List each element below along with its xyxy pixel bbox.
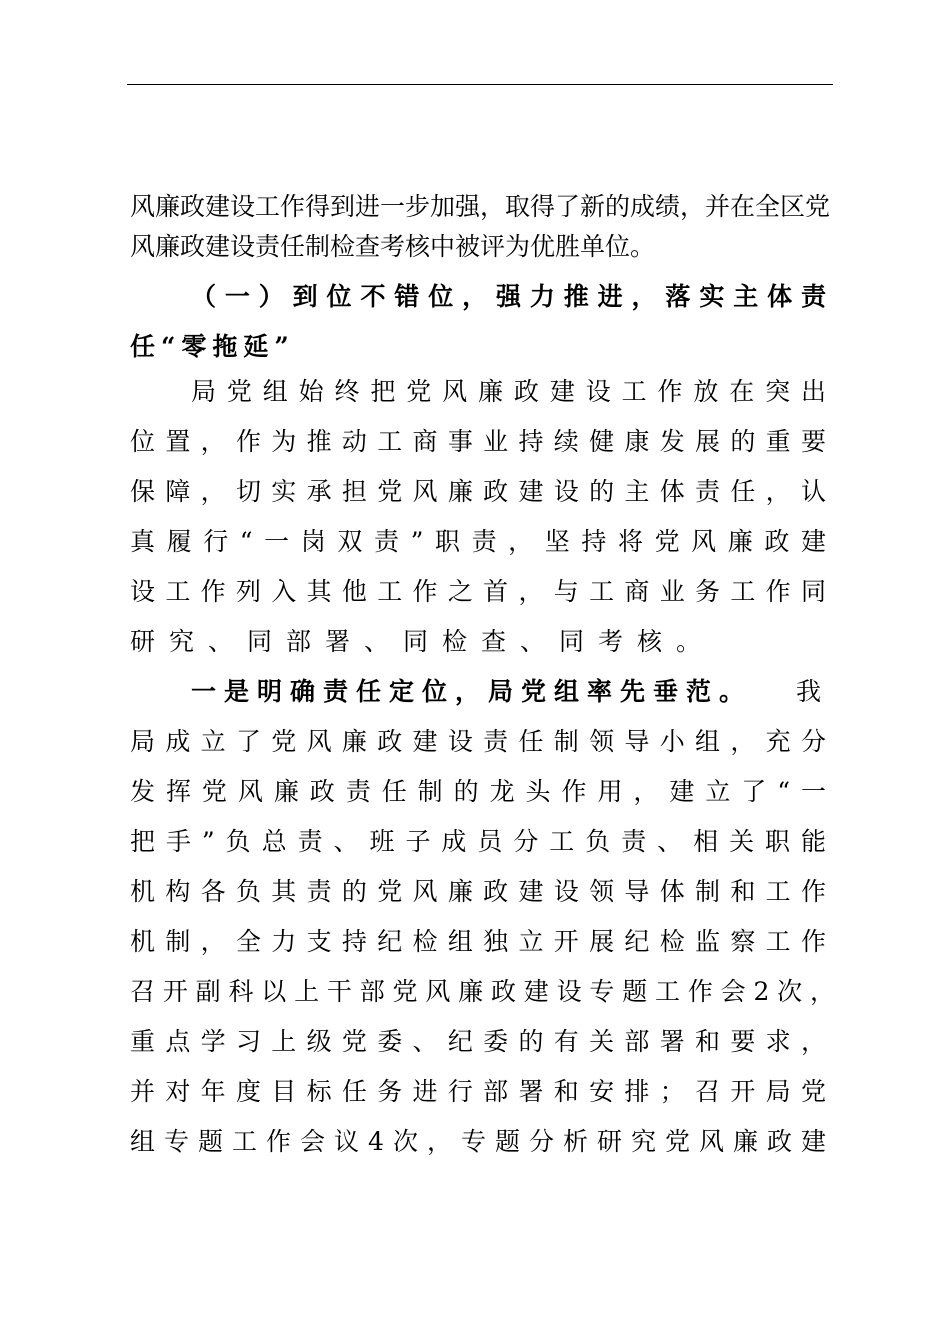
body-line: 设工作列入其他工作之首，与工商业务工作同	[130, 577, 826, 606]
body-line: 风廉政建设责任制检查考核中被评为优胜单位。	[130, 232, 656, 261]
body-line: 局成立了党风廉政建设责任制领导小组，充分	[130, 727, 826, 756]
body-line: 召开副科以上干部党风廉政建设专题工作会2次，	[130, 977, 835, 1006]
section-heading: （一）到位不错位，强力推进，落实主体责	[191, 282, 826, 311]
section-heading: 任“零拖延”	[130, 332, 295, 361]
body-line: 真履行“一岗双责”职责，坚持将党风廉政建	[130, 527, 826, 556]
body-line: 并对年度目标任务进行部署和安排；召开局党	[130, 1077, 826, 1106]
body-line: 把手”负总责、班子成员分工负责、相关职能	[130, 827, 826, 856]
body-line: 研究、同部署、同检查、同考核。	[130, 627, 716, 656]
body-line: 重点学习上级党委、纪委的有关部署和要求，	[130, 1027, 826, 1056]
body-line: 机制，全力支持纪检组独立开展纪检监察工作	[130, 927, 826, 956]
body-line: 保障，切实承担党风廉政建设的主体责任，认	[130, 477, 826, 506]
body-line: 风廉政建设工作得到进一步加强，取得了新的成绩，并在全区党	[130, 192, 831, 221]
header-rule	[127, 84, 833, 85]
body-line: 我	[796, 677, 822, 706]
body-line: 发挥党风廉政责任制的龙头作用，建立了“一	[130, 777, 826, 806]
subsection-lead: 一是明确责任定位，局党组率先垂范。	[191, 677, 753, 706]
body-line: 局党组始终把党风廉政建设工作放在突出	[191, 377, 826, 406]
body-line: 位置，作为推动工商事业持续健康发展的重要	[130, 427, 826, 456]
body-line: 机构各负其责的党风廉政建设领导体制和工作	[130, 877, 826, 906]
body-line: 组专题工作会议4次，专题分析研究党风廉政建	[130, 1127, 826, 1156]
